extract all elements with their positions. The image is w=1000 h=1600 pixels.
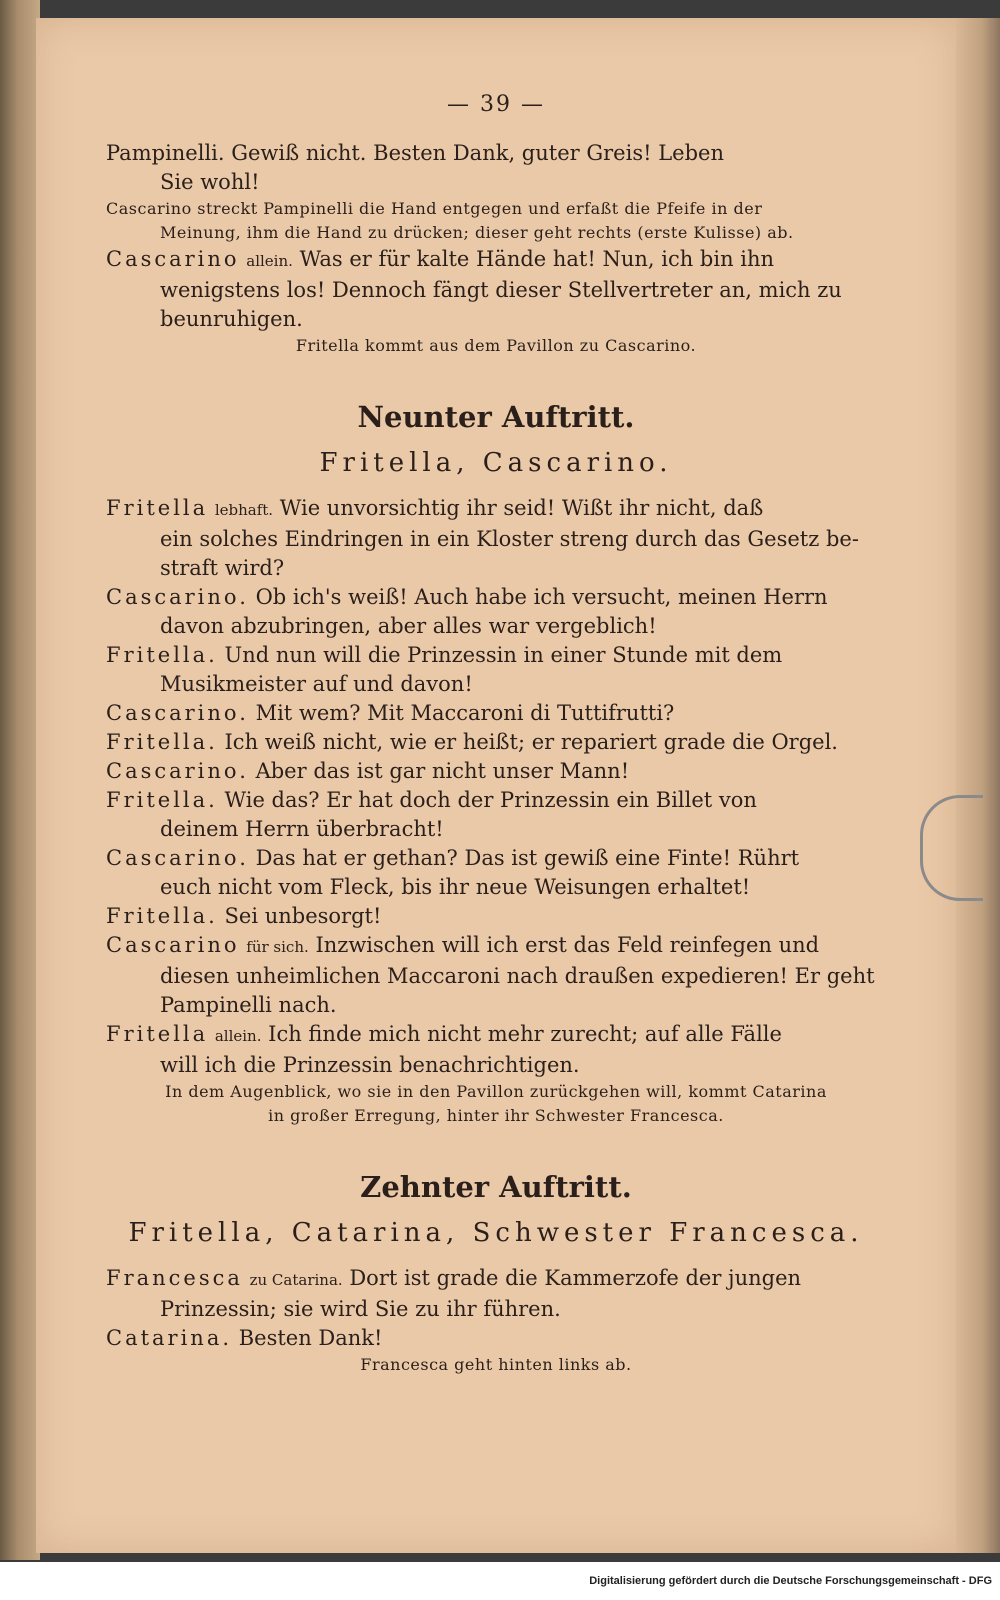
dialog-line <box>106 757 886 786</box>
speaker-name: Francesca <box>106 1266 243 1290</box>
footer-credit <box>0 1562 1000 1600</box>
speaker-name: Cascarino. <box>106 585 249 609</box>
scene-heading: Neunter Auftritt. <box>357 400 635 434</box>
speech-text: Aber das ist gar nicht unser Mann! <box>255 759 630 783</box>
stage-direction: Cascarino streckt Pampinelli die Hand entgegen und erfaßt die Pfeife in der <box>106 199 763 218</box>
speech-text: Das hat er gethan? Das ist gewiß eine Finte! Rührt <box>255 846 800 870</box>
speech-text: Wie unvorsichtig ihr seid! Wißt ihr nicht, daß <box>279 496 764 520</box>
text-line: diesen unheimlichen Maccaroni nach draußen expedieren! Er geht <box>160 964 875 988</box>
speaker-note: für sich. <box>246 938 309 956</box>
speaker-name: Cascarino <box>106 247 240 271</box>
stage-direction: in großer Erregung, hinter ihr Schwester Francesca. <box>268 1106 724 1125</box>
stage-direction: Meinung, ihm die Hand zu drücken; dieser geht rechts (erste Kulisse) ab. <box>160 223 794 242</box>
text-line: deinem Herrn überbracht! <box>160 817 444 841</box>
scene-cast: Fritella, Catarina, Schwester Francesca. <box>128 1218 864 1248</box>
speech-text: Dort ist grade die Kammerzofe der jungen <box>349 1266 802 1290</box>
text-line: Prinzessin; sie wird Sie zu ihr führen. <box>160 1297 561 1321</box>
dialog-line <box>106 641 886 670</box>
footer-text: Digitalisierung gefördert durch die Deutsche Forschungsgemeinschaft - DFG <box>589 1575 992 1587</box>
speech-text: Mit wem? Mit Maccaroni di Tuttifrutti? <box>255 701 675 725</box>
dialog-line <box>106 1264 886 1295</box>
speaker-name: Catarina. <box>106 1326 233 1350</box>
dialog-block <box>106 494 886 1080</box>
speaker-name: Fritella. <box>106 788 218 812</box>
text-line: Pampinelli. Gewiß nicht. Besten Dank, guter Greis! Leben <box>106 141 724 165</box>
text-line: will ich die Prinzessin benachrichtigen. <box>160 1053 580 1077</box>
speaker-name: Cascarino <box>106 933 240 957</box>
dialog-line <box>106 728 886 757</box>
speech-text: Ich finde mich nicht mehr zurecht; auf alle Fälle <box>268 1022 782 1046</box>
speech-text: Was er für kalte Hände hat! Nun, ich bin ihn <box>299 247 775 271</box>
text-line: beunruhigen. <box>160 307 303 331</box>
dialog-line <box>106 494 886 525</box>
stage-direction: Francesca geht hinten links ab. <box>360 1355 632 1374</box>
text-line: davon abzubringen, aber alles war vergeblich! <box>160 614 657 638</box>
text-line: wenigstens los! Dennoch fängt dieser Stellvertreter an, mich zu <box>160 278 842 302</box>
dialog-line <box>106 1020 886 1051</box>
stage-direction: In dem Augenblick, wo sie in den Pavillon zurückgehen will, kommt Catarina <box>165 1082 827 1101</box>
speaker-name: Cascarino. <box>106 759 249 783</box>
dialog-line <box>106 583 886 612</box>
dialog-line <box>106 844 886 873</box>
scene-cast: Fritella, Cascarino. <box>319 448 673 478</box>
text-line: Sie wohl! <box>160 170 260 194</box>
speech-text: Sei unbesorgt! <box>224 904 382 928</box>
speaker-note: allein. <box>246 252 293 270</box>
speech-text: Ich weiß nicht, wie er heißt; er repariert grade die Orgel. <box>224 730 838 754</box>
speech-text: Inzwischen will ich erst das Feld reinfegen und <box>315 933 820 957</box>
speech-text: Wie das? Er hat doch der Prinzessin ein Billet von <box>224 788 757 812</box>
speaker-name: Fritella. <box>106 904 218 928</box>
speech-text: Besten Dank! <box>238 1326 383 1350</box>
text-line: euch nicht vom Fleck, bis ihr neue Weisungen erhaltet! <box>160 875 751 899</box>
dialog-line <box>106 902 886 931</box>
page-number: — 39 — <box>447 92 545 117</box>
speaker-note: allein. <box>214 1027 262 1045</box>
paper-clip <box>920 795 983 901</box>
book-spine <box>0 0 40 1560</box>
speaker-name: Fritella <box>106 496 209 520</box>
text-line: ein solches Eindringen in ein Kloster streng durch das Gesetz be- <box>160 527 859 551</box>
dialog-line <box>106 786 886 815</box>
speech-text: Und nun will die Prinzessin in einer Stunde mit dem <box>224 643 783 667</box>
text-line: Pampinelli nach. <box>160 993 337 1017</box>
speaker-note: zu Catarina. <box>249 1271 343 1289</box>
dialog-line <box>106 1324 886 1353</box>
speaker-note: lebhaft. <box>214 501 274 519</box>
dialog-line <box>106 245 886 276</box>
text-line: Musikmeister auf und davon! <box>160 672 473 696</box>
speaker-name: Cascarino. <box>106 701 249 725</box>
scene-heading: Zehnter Auftritt. <box>360 1170 632 1204</box>
dialog-line <box>106 931 886 962</box>
page-content <box>106 92 886 1377</box>
text-line: straft wird? <box>160 556 285 580</box>
page-edge <box>956 18 1000 1553</box>
speaker-name: Fritella <box>106 1022 209 1046</box>
speaker-name: Cascarino. <box>106 846 249 870</box>
speaker-name: Fritella. <box>106 643 218 667</box>
speaker-name: Fritella. <box>106 730 218 754</box>
speech-text: Ob ich's weiß! Auch habe ich versucht, meinen Herrn <box>255 585 828 609</box>
stage-direction: Fritella kommt aus dem Pavillon zu Cascarino. <box>295 336 697 355</box>
dialog-line <box>106 699 886 728</box>
